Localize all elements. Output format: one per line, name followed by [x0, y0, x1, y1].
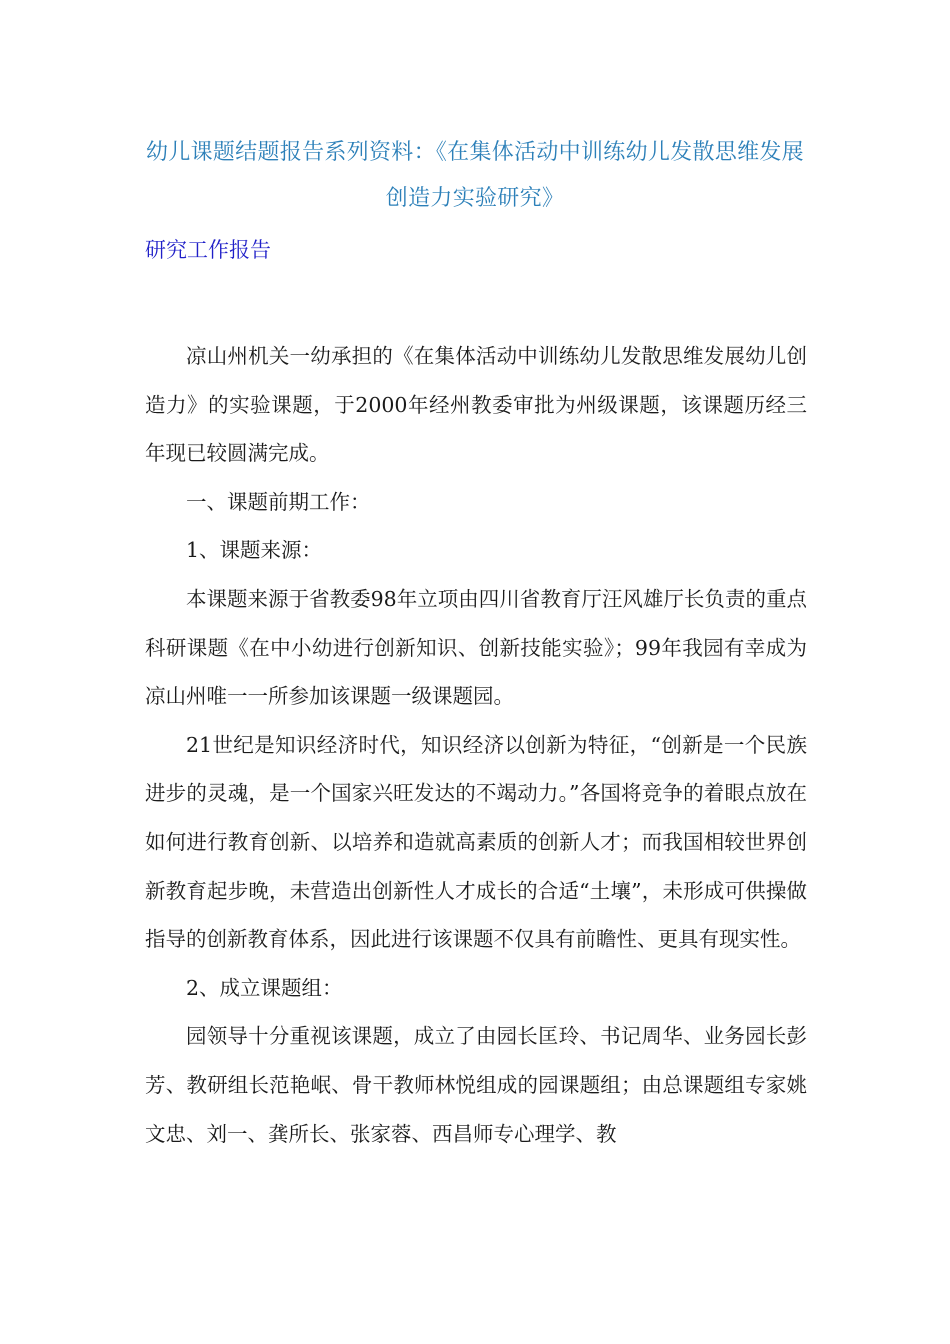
section-heading-1: 一、课题前期工作：	[186, 489, 371, 514]
paragraph-intro: 凉山州机关一幼承担的《在集体活动中训练幼儿发散思维发展幼儿创造力》的实验课题，于2000年经州教委审批为州级课题，该课题历经三年现已较圆满完成。	[145, 344, 807, 466]
subsection-heading-1: 1、课题来源：	[186, 538, 323, 563]
document-title: 幼儿课题结题报告系列资料：《在集体活动中训练幼儿发散思维发展创造力实验研究》	[145, 140, 804, 211]
paragraph-team: 园领导十分重视该课题，成立了由园长匡玲、书记周华、业务园长彭芳、教研组长范艳岷、骨干教师林悦组成的园课题组；由总课题组专家姚文忠、刘一、龚所长、张家蓉、西昌师专心理学、教	[145, 1024, 807, 1146]
subsection-heading-2: 2、成立课题组：	[186, 975, 343, 1000]
document-subtitle: 研究工作报告	[145, 238, 271, 262]
document-body	[145, 332, 807, 1158]
paragraph-background: 21世纪是知识经济时代，知识经济以创新为特征，“创新是一个民族进步的灵魂，是一个国家兴旺发达的不竭动力。”各国将竞争的着眼点放在如何进行教育创新、以培养和造就高素质的创新人才；而我国相较世界创新教育起步晚，未营造出创新性人才成长的合适“土壤”，未形成可供操做指导的创新教育体系，因此进行该课题不仅具有前瞻性、更具有现实性。	[145, 732, 807, 952]
paragraph-source: 本课题来源于省教委98年立项由四川省教育厅汪风雄厅长负责的重点科研课题《在中小幼进行创新知识、创新技能实验》；99年我园有幸成为凉山州唯一一所参加该课题一级课题园。	[145, 586, 807, 709]
